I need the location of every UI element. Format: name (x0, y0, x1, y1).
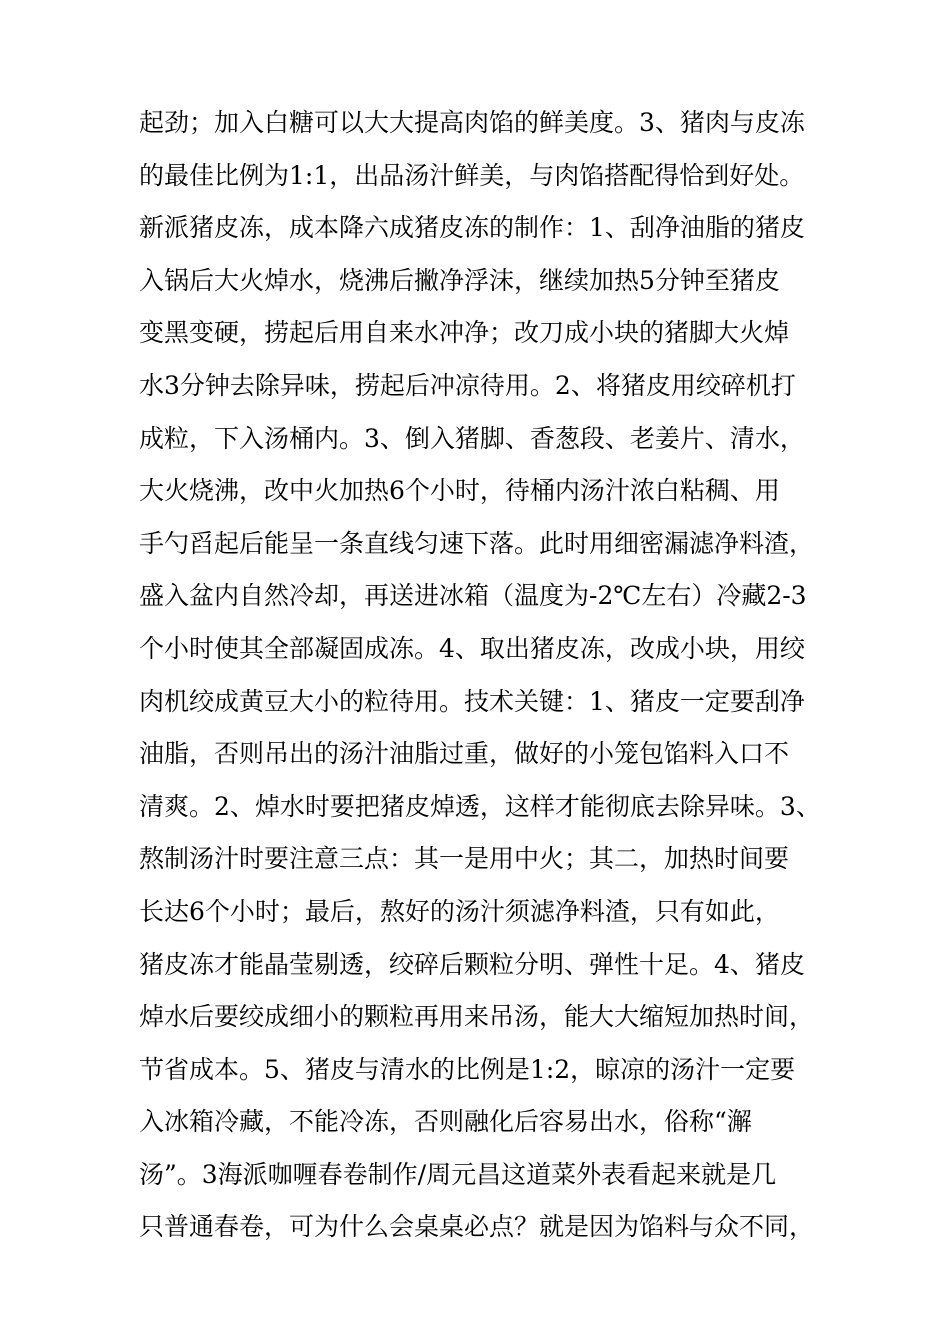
text-line: 手勺舀起后能呈一条直线匀速下落。此时用细密漏滤净料渣， (139, 528, 815, 558)
text-line: 猪皮冻才能晶莹剔透，绞碎后颗粒分明、弹性十足。4、猪皮 (139, 949, 805, 979)
text-line: 只普通春卷，可为什么会桌桌必点？就是因为馅料与众不同， (139, 1212, 815, 1242)
text-line: 入冰箱冷藏，不能冷冻，否则融化后容易出水，俗称“澥 (139, 1107, 752, 1137)
body-paragraph (139, 97, 829, 1254)
text-line: 水3分钟去除异味，捞起后冲凉待用。2、将猪皮用绞碎机打 (139, 370, 796, 400)
text-line: 汤”。3海派咖喱春卷制作/周元昌这道菜外表看起来就是几 (139, 1159, 777, 1189)
text-line: 大火烧沸，改中火加热6个小时，待桶内汤汁浓白粘稠、用 (139, 476, 780, 506)
text-line: 节省成本。5、猪皮与清水的比例是1:2，晾凉的汤汁一定要 (139, 1054, 796, 1084)
text-line: 盛入盆内自然冷却，再送进冰箱（温度为-2℃左右）冷藏2-3 (139, 581, 807, 611)
text-line: 肉机绞成黄豆大小的粒待用。技术关键：1、猪皮一定要刮净 (139, 686, 805, 716)
text-line: 变黑变硬，捞起后用自来水冲净；改刀成小块的猪脚大火焯 (139, 318, 790, 348)
text-line: 长达6个小时；最后，熬好的汤汁须滤净料渣，只有如此， (139, 896, 780, 926)
text-line: 的最佳比例为1:1，出品汤汁鲜美，与肉馅搭配得恰到好处。 (139, 160, 805, 190)
text-line: 油脂，否则吊出的汤汁油脂过重，做好的小笼包馅料入口不 (139, 739, 790, 769)
text-line: 焯水后要绞成细小的颗粒再用来吊汤，能大大缩短加热时间， (139, 1002, 815, 1032)
text-line: 入锅后大火焯水，烧沸后撇净浮沫，继续加热5分钟至猪皮 (139, 265, 780, 295)
text-line: 个小时使其全部凝固成冻。4、取出猪皮冻，改成小块，用绞 (139, 633, 805, 663)
text-line: 成粒，下入汤桶内。3、倒入猪脚、香葱段、老姜片、清水， (139, 423, 805, 453)
text-line: 清爽。2、焯水时要把猪皮焯透，这样才能彻底去除异味。3、 (139, 791, 821, 821)
text-line: 新派猪皮冻，成本降六成猪皮冻的制作：1、刮净油脂的猪皮 (139, 213, 805, 243)
text-line: 熬制汤汁时要注意三点：其一是用中火；其二，加热时间要 (139, 844, 790, 874)
text-line: 起劲；加入白糖可以大大提高肉馅的鲜美度。3、猪肉与皮冻 (139, 108, 805, 137)
